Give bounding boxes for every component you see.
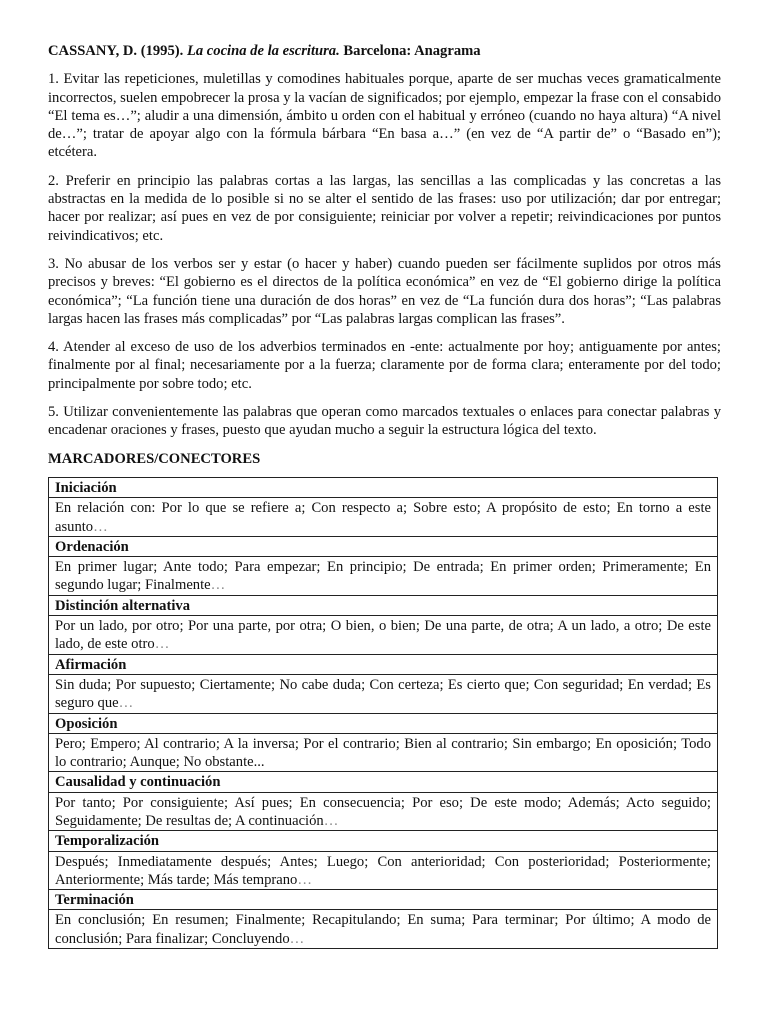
paragraph-3: 3. No abusar de los verbos ser y estar (o hacer y haber) cuando pueden ser fácilmente suplidos por otros más precisos y breves: “El gobierno es el directos de la política económica” en vez de “El gobierno dirige la política económica”; “La función tiene una duración de dos horas” en vez de “La función dura dos horas”; “Las palabras largas hacen las frases más complicadas” por “Las palabras largas complican las frases”. (48, 255, 721, 327)
category-examples (49, 674, 718, 713)
category-heading: Ordenación (49, 536, 718, 556)
category-heading: Causalidad y continuación (49, 772, 718, 792)
category-heading: Afirmación (49, 654, 718, 674)
ellipsis: … (297, 871, 312, 888)
paragraph-5: 5. Utilizar convenientemente las palabras que operan como marcados textuales o enlaces para conectar palabras y encadenar oraciones y frases, puesto que ayudan mucho a seguir la estructura lógica del texto. (48, 404, 721, 439)
table-row (49, 498, 718, 537)
category-examples (49, 851, 718, 890)
section-title: MARCADORES/CONECTORES (48, 450, 261, 467)
category-examples (49, 733, 718, 772)
paragraph-2: 2. Preferir en principio las palabras cortas a las largas, las sencillas a las complicadas y las concretas a las abstractas en la medida de lo posible si no se alter el sentido de las frases: uso por utilización; dar por entregar; hacer por realizar; así pues en vez de por consiguiente; reiniciar por volver a repetir; reivindicaciones por puntos reivindicativos; etc. (48, 172, 721, 244)
table-row (49, 713, 718, 733)
ellipsis: … (323, 812, 339, 829)
ellipsis: … (154, 636, 170, 653)
examples-text: Sin duda; Por supuesto; Ciertamente; No cabe duda; Con certeza; Es cierto que; Con seguridad; En verdad; Es seguro que (55, 676, 711, 712)
table-row (49, 792, 718, 831)
ellipsis: … (93, 518, 108, 535)
paragraph-4: 4. Atender al exceso de uso de los adverbios terminados en -ente: actualmente por hoy; antiguamente por antes; finalmente por al final; necesariamente por a la fuerza; claramente por de forma clara; enteramente por del todo; principalmente por sobre todo; etc. (48, 339, 721, 392)
document-page (48, 42, 721, 949)
category-heading: Temporalización (49, 831, 718, 851)
reference-author-year: CASSANY, D. (1995). (48, 43, 184, 59)
table-row (49, 595, 718, 615)
table-row (49, 910, 718, 949)
examples-text: Por un lado, por otro; Por una parte, por otra; O bien, o bien; De una parte, de otra; A un lado, a otro; De este lado, de este otro (55, 618, 711, 653)
ellipsis: … (118, 695, 134, 712)
category-heading: Terminación (49, 890, 718, 910)
connectors-table (48, 477, 718, 949)
ellipsis: … (210, 577, 226, 594)
table-row (49, 616, 718, 655)
table-row (49, 772, 718, 792)
category-examples (49, 616, 718, 655)
table-row (49, 654, 718, 674)
table-row (49, 851, 718, 890)
category-examples (49, 498, 718, 537)
table-row (49, 733, 718, 772)
table-row (49, 477, 718, 497)
table-row (49, 536, 718, 556)
paragraph-1: 1. Evitar las repeticiones, muletillas y comodines habituales porque, aparte de ser muchas veces gramaticalmente incorrectos, suelen empobrecer la prosa y la vacían de significados; por ejemplo, empezar la frase con el consabido “El tema es…”; aludir a una dimensión, ámbito u orden con el habitual y erróneo (cuando no haya altura) “A nivel de…”; tratar de apoyar algo con la fórmula bárbara “En basa a…” (en vez de “A partir de” o “Basado en”); etcétera. (48, 71, 721, 161)
category-examples (49, 910, 718, 949)
category-heading: Distinción alternativa (49, 595, 718, 615)
table-row (49, 674, 718, 713)
bibliographic-reference (48, 42, 721, 60)
category-examples (49, 557, 718, 596)
examples-text: Por tanto; Por consiguiente; Así pues; En consecuencia; Por eso; De este modo; Además; Acto seguido; Seguidamente; De resultas de; A continuación (55, 794, 711, 829)
examples-text: En relación con: Por lo que se refiere a; Con respecto a; Sobre esto; A propósito de esto; En torno a este asunto (55, 500, 711, 535)
table-row (49, 890, 718, 910)
category-heading: Iniciación (49, 477, 718, 497)
category-heading: Oposición (49, 713, 718, 733)
examples-text: Pero; Empero; Al contrario; A la inversa; Por el contrario; Bien al contrario; Sin embargo; En oposición; Todo lo contrario; Aunque; No obstante... (55, 735, 711, 771)
table-row (49, 831, 718, 851)
reference-title: La cocina de la escritura. (186, 43, 340, 59)
examples-text: Después; Inmediatamente después; Antes; Luego; Con anterioridad; Con posterioridad; Posteriormente; Anteriormente; Más tarde; Más temprano (55, 853, 711, 888)
ellipsis: … (289, 930, 305, 947)
examples-text: En primer lugar; Ante todo; Para empezar; En principio; De entrada; En primer orden; Primeramente; En segundo lugar; Finalmente (55, 559, 711, 594)
category-examples (49, 792, 718, 831)
reference-publisher: Barcelona: Anagrama (343, 43, 481, 59)
examples-text: En conclusión; En resumen; Finalmente; Recapitulando; En suma; Para terminar; Por último; A modo de conclusión; Para finalizar; Concluyendo (55, 912, 711, 947)
table-row (49, 557, 718, 596)
